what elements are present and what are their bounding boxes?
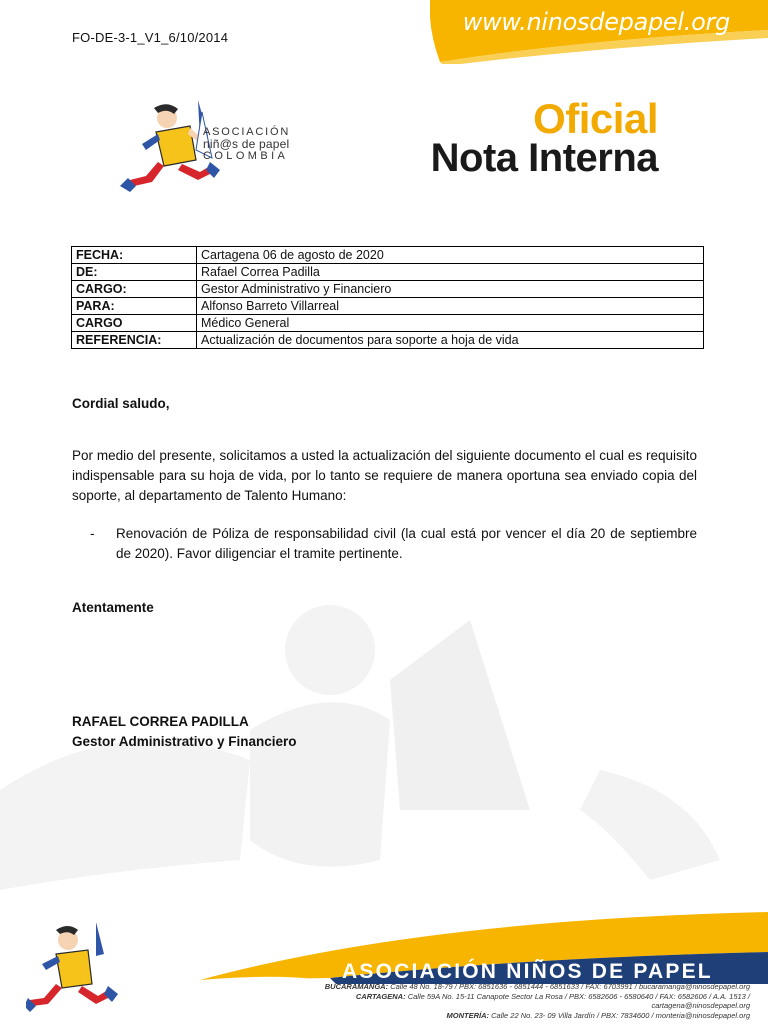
- table-row: [72, 315, 704, 332]
- table-row: [72, 247, 704, 264]
- row-value: Cartagena 06 de agosto de 2020: [197, 247, 704, 264]
- city-label: BUCARAMANGA:: [324, 982, 389, 991]
- row-value: Médico General: [197, 315, 704, 332]
- closing: Atentamente: [72, 600, 154, 615]
- row-label: CARGO: [72, 315, 197, 332]
- logo-line-2: niñ@s de papel: [203, 137, 290, 151]
- city-label: CARTAGENA:: [355, 991, 406, 1001]
- signature-title: Gestor Administrativo y Financiero: [72, 734, 297, 749]
- footer-line-bucaramanga: [300, 982, 750, 992]
- list-item: [90, 524, 697, 564]
- row-label: CARGO:: [72, 281, 197, 298]
- document-title: [398, 95, 658, 180]
- row-label: DE:: [72, 264, 197, 281]
- row-label: FECHA:: [72, 247, 197, 264]
- row-value: Gestor Administrativo y Financiero: [197, 281, 704, 298]
- contact-text: Calle 59A No. 15-11 Canapote Sector La Rosa / PBX: 6582606 - 6580640 / FAX: 6582606 / A.A. 1513 / cartagena@ninosdepapel.org: [407, 991, 750, 1010]
- greeting: Cordial saludo,: [72, 396, 170, 411]
- row-value: Actualización de documentos para soporte a hoja de vida: [197, 332, 704, 349]
- footer-line-cartagena: [300, 992, 750, 1011]
- contact-text: Calle 48 No. 18-79 / PBX: 6851636 - 6851444 - 6851633 / FAX: 6703991 / bucaramanga@ninosdepapel.org: [390, 982, 750, 991]
- table-row: [72, 332, 704, 349]
- title-oficial: Oficial: [533, 95, 658, 142]
- row-label: REFERENCIA:: [72, 332, 197, 349]
- row-label: PARA:: [72, 298, 197, 315]
- footer-line-monteria: [300, 1011, 750, 1021]
- city-label: MONTERÍA:: [446, 1010, 490, 1020]
- website-url[interactable]: www.ninosdepapel.org: [462, 8, 730, 36]
- url-banner: [430, 0, 768, 64]
- bullet-marker: -: [90, 526, 95, 541]
- contact-text: Calle 22 No. 23- 09 Villa Jardín / PBX: 7834600 / monteria@ninosdepapel.org: [491, 1010, 750, 1020]
- organization-logo-text: [203, 126, 290, 162]
- footer-mascot-icon: [26, 920, 126, 1024]
- footer-organization-name: ASOCIACIÓN NIÑOS DE PAPEL: [342, 960, 713, 983]
- signature-name: RAFAEL CORREA PADILLA: [72, 714, 249, 729]
- row-value: Rafael Correa Padilla: [197, 264, 704, 281]
- table-row: [72, 264, 704, 281]
- bullet-text: Renovación de Póliza de responsabilidad civil (la cual está por vencer el día 20 de septiembre de 2020). Favor diligenciar el tramite pertinente.: [116, 526, 697, 561]
- footer-contact-info: [300, 982, 750, 1020]
- body-paragraph: Por medio del presente, solicitamos a usted la actualización del siguiente documento el cual es requisito indispensable para su hoja de vida, por lo tanto se requiere de manera oportuna sea enviado copia del soporte, al departamento de Talento Humano:: [72, 448, 697, 503]
- memo-info-table: [71, 246, 704, 349]
- logo-line-3: COLOMBIA: [203, 150, 289, 162]
- table-row: [72, 281, 704, 298]
- table-row: [72, 298, 704, 315]
- logo-line-1: ASOCIACIÓN: [203, 126, 291, 138]
- row-value: Alfonso Barreto Villarreal: [197, 298, 704, 315]
- document-code: FO-DE-3-1_V1_6/10/2014: [72, 30, 229, 45]
- title-nota-interna: Nota Interna: [430, 136, 658, 180]
